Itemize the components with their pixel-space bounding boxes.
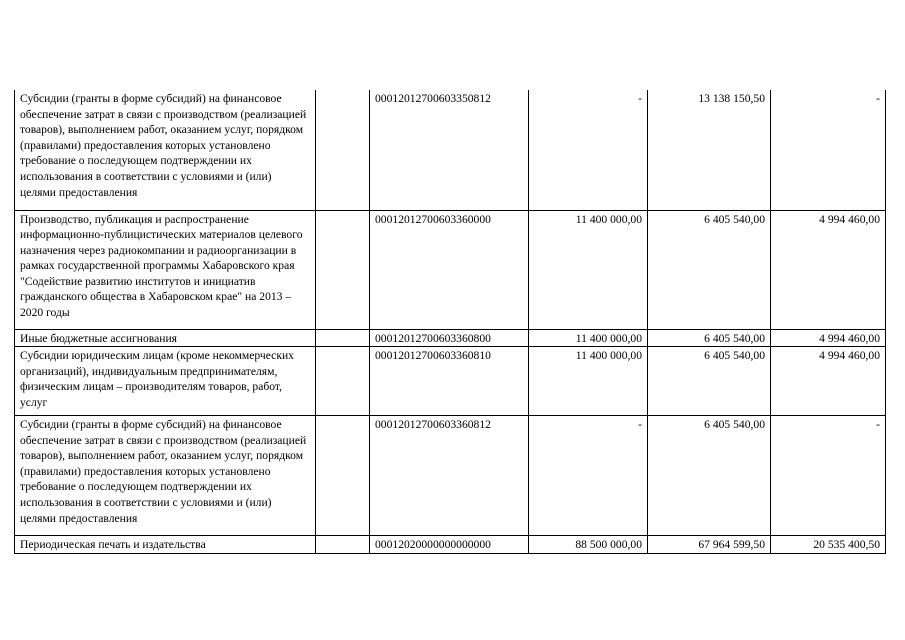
row-line-code-cell xyxy=(316,329,370,347)
row-line-code-cell xyxy=(316,210,370,329)
row-name-cell: Производство, публикация и распространение информационно-публицистических материалов целевого назначения через радиокомпании и радиоорганизации в рамках государственной программы Хабаровского края "Содействие развитию институтов и инициатив гражданского общества в Хабаровском крае" на 2013 – 2020 годы xyxy=(15,210,316,329)
row-name-cell: Периодическая печать и издательства xyxy=(15,536,316,554)
row-line-code-cell xyxy=(316,90,370,210)
table-row xyxy=(15,329,886,347)
row-name-cell: Субсидии юридическим лицам (кроме некоммерческих организаций), индивидуальным предпринимателям, физическим лицам – производителям товаров, работ, услуг xyxy=(15,347,316,416)
row-budget-code-cell: 00012012700603350812 xyxy=(370,90,529,210)
row-approved-cell: 88 500 000,00 xyxy=(529,536,648,554)
table-row xyxy=(15,416,886,536)
row-budget-code-cell: 00012012700603360810 xyxy=(370,347,529,416)
row-approved-cell: 11 400 000,00 xyxy=(529,347,648,416)
row-executed-cell: 13 138 150,50 xyxy=(648,90,771,210)
table-row xyxy=(15,90,886,210)
row-executed-cell: 6 405 540,00 xyxy=(648,329,771,347)
row-unexecuted-cell: 4 994 460,00 xyxy=(771,329,886,347)
row-budget-code-cell: 00012012700603360000 xyxy=(370,210,529,329)
budget-execution-table xyxy=(14,90,886,554)
row-budget-code-cell: 00012012700603360800 xyxy=(370,329,529,347)
row-approved-cell: 11 400 000,00 xyxy=(529,210,648,329)
row-line-code-cell xyxy=(316,347,370,416)
row-unexecuted-cell: 20 535 400,50 xyxy=(771,536,886,554)
table-row xyxy=(15,536,886,554)
row-budget-code-cell: 00012012700603360812 xyxy=(370,416,529,536)
table-row xyxy=(15,210,886,329)
row-unexecuted-cell: - xyxy=(771,90,886,210)
row-executed-cell: 6 405 540,00 xyxy=(648,416,771,536)
row-line-code-cell xyxy=(316,536,370,554)
row-unexecuted-cell: - xyxy=(771,416,886,536)
row-name-cell: Субсидии (гранты в форме субсидий) на финансовое обеспечение затрат в связи с производством (реализацией товаров), выполнением работ, оказанием услуг, порядком (правилами) предоставления которых установлено требование о последующем подтверждении их использования в соответствии с условиями и (или) целями предоставления xyxy=(15,416,316,536)
row-budget-code-cell: 00012020000000000000 xyxy=(370,536,529,554)
row-unexecuted-cell: 4 994 460,00 xyxy=(771,210,886,329)
row-approved-cell: - xyxy=(529,416,648,536)
row-approved-cell: 11 400 000,00 xyxy=(529,329,648,347)
row-approved-cell: - xyxy=(529,90,648,210)
row-line-code-cell xyxy=(316,416,370,536)
table-row xyxy=(15,347,886,416)
row-name-cell: Субсидии (гранты в форме субсидий) на финансовое обеспечение затрат в связи с производством (реализацией товаров), выполнением работ, оказанием услуг, порядком (правилами) предоставления которых установлено требование о последующем подтверждении их использования в соответствии с условиями и (или) целями предоставления xyxy=(15,90,316,210)
row-unexecuted-cell: 4 994 460,00 xyxy=(771,347,886,416)
row-name-cell: Иные бюджетные ассигнования xyxy=(15,329,316,347)
row-executed-cell: 6 405 540,00 xyxy=(648,210,771,329)
row-executed-cell: 6 405 540,00 xyxy=(648,347,771,416)
row-executed-cell: 67 964 599,50 xyxy=(648,536,771,554)
